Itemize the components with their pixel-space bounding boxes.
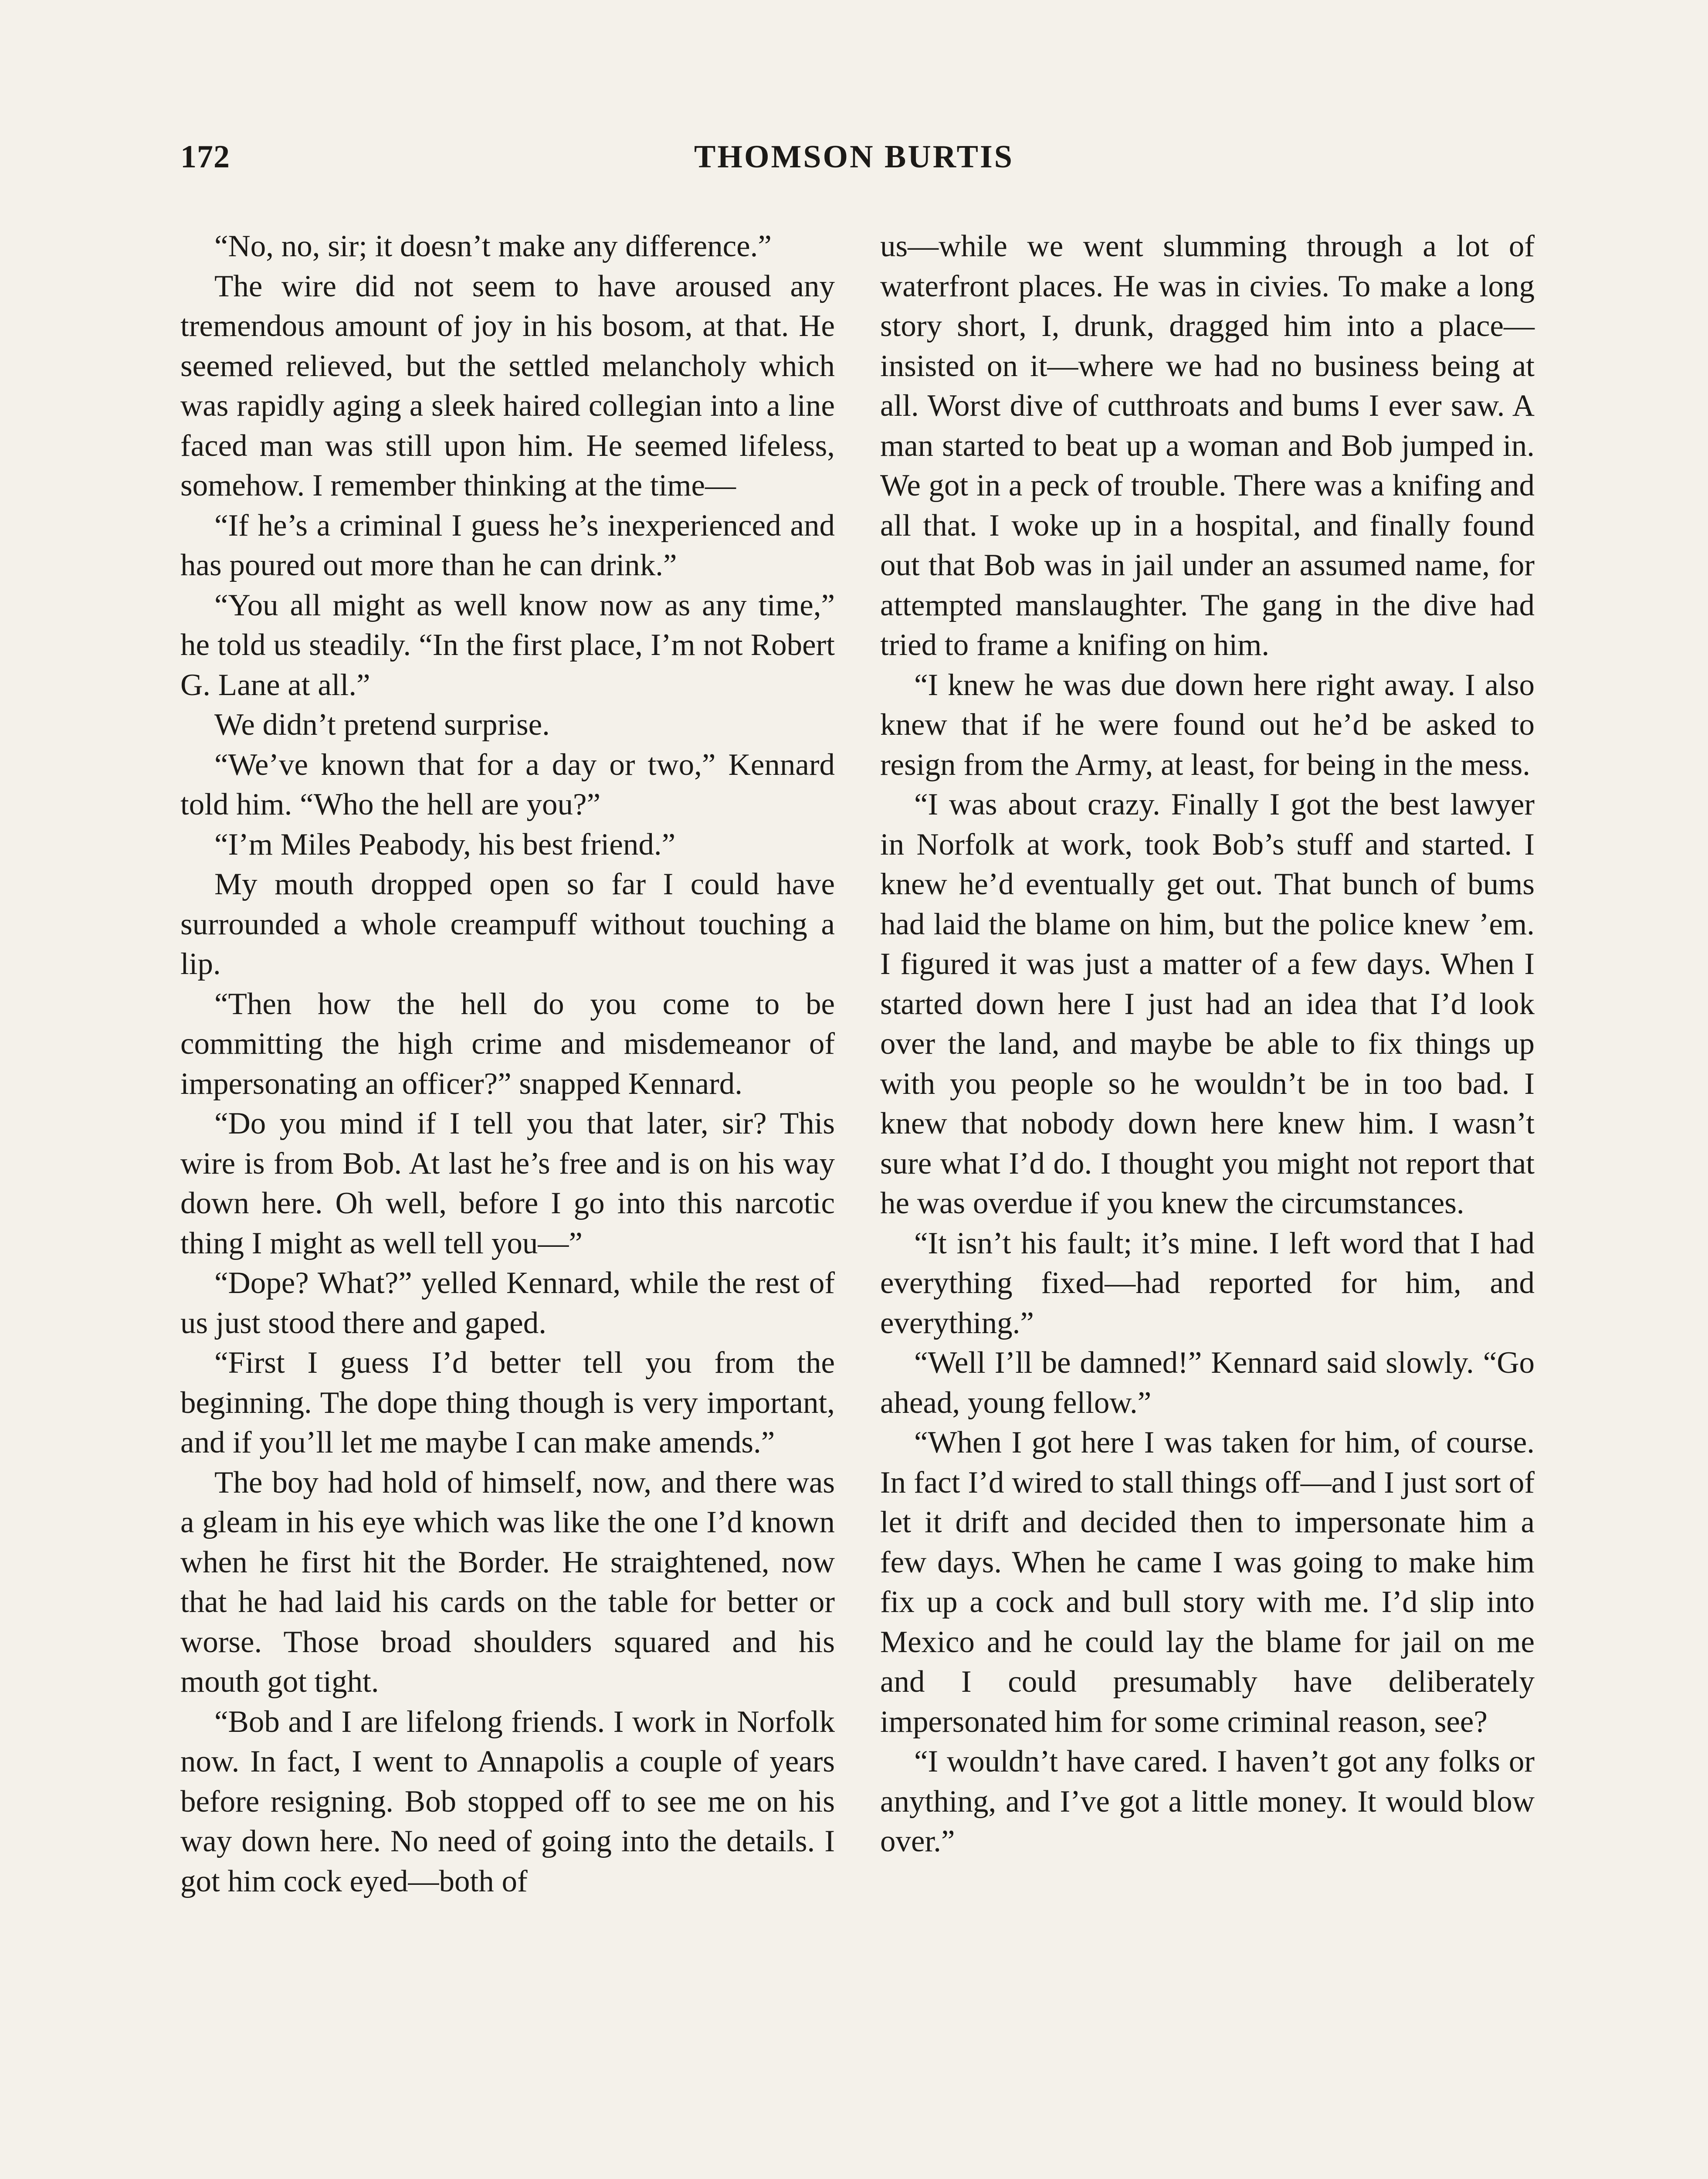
paragraph: “First I guess I’d better tell you from the beginning. The dope thing though is very important, and if you’ll let me maybe I can make amends.” <box>180 1346 835 1459</box>
paragraph: “I knew he was due down here right away. I also knew that if he were found out he’d be asked to resign from the Army, at least, for being in the mess. <box>880 668 1535 782</box>
left-column <box>180 227 835 1901</box>
paragraph: “Well I’ll be damned!” Kennard said slowly. “Go ahead, young fellow.” <box>880 1346 1535 1420</box>
paragraph: The wire did not seem to have aroused any tremendous amount of joy in his bosom, at that. He seemed relieved, but the settled melancholy which was rapidly aging a sleek haired collegian into a line faced man was still upon him. He seemed lifeless, somehow. I remember thinking at the time— <box>180 269 835 502</box>
paragraph: “Then how the hell do you come to be committing the high crime and misdemeanor of impersonating an officer?” snapped Kennard. <box>180 987 835 1101</box>
paragraph: “I was about crazy. Finally I got the best lawyer in Norfolk at work, took Bob’s stuff and started. I knew he’d eventually get out. That bunch of bums had laid the blame on him, but the police knew ’em. I figured it was just a matter of a few days. When I started down here I just had an idea that I’d look over the land, and maybe be able to fix things up with you people so he wouldn’t be in too bad. I knew that nobody down here knew him. I wasn’t sure what I’d do. I thought you might not report that he was overdue if you knew the circumstances. <box>880 787 1535 1220</box>
paragraph: “Do you mind if I tell you that later, sir? This wire is from Bob. At last he’s free and is on his way down here. Oh well, before I go into this narcotic thing I might as well tell you—” <box>180 1106 835 1260</box>
paragraph: “You all might as well know now as any time,” he told us steadily. “In the first place, I’m not Robert G. Lane at all.” <box>180 588 835 702</box>
paragraph: “It isn’t his fault; it’s mine. I left word that I had everything fixed—had reported for him, and everything.” <box>880 1226 1535 1340</box>
paragraph: “If he’s a criminal I guess he’s inexperienced and has poured out more than he can drink.” <box>180 508 835 582</box>
paragraph: “Dope? What?” yelled Kennard, while the rest of us just stood there and gaped. <box>180 1266 835 1340</box>
paragraph: My mouth dropped open so far I could have surrounded a whole creampuff without touching a lip. <box>180 867 835 981</box>
paragraph: “Bob and I are lifelong friends. I work in Norfolk now. In fact, I went to Annapolis a couple of years before resigning. Bob stopped off to see me on his way down here. No need of going into the details. I got him cock eyed—both of <box>180 1704 835 1898</box>
paragraph: We didn’t pretend surprise. <box>214 708 550 742</box>
paragraph: “No, no, sir; it doesn’t make any difference.” <box>214 229 772 263</box>
paragraph: “We’ve known that for a day or two,” Kennard told him. “Who the hell are you?” <box>180 747 835 821</box>
right-column <box>880 227 1535 1862</box>
paragraph: “When I got here I was taken for him, of course. In fact I’d wired to stall things off—and I just sort of let it drift and decided then to impersonate him a few days. When he came I was going to make him fix up a cock and bull story with me. I’d slip into Mexico and he could lay the blame for jail on me and I could presumably have deliberately impersonated him for some criminal reason, see? <box>880 1426 1535 1739</box>
paragraph: “I wouldn’t have cared. I haven’t got any folks or anything, and I’ve got a little money. It would blow over.” <box>880 1745 1535 1858</box>
paragraph-continuation: us—while we went slumming through a lot of waterfront places. He was in civies. To make a long story short, I, drunk, dragged him into a place—insisted on it—where we had no business being at all. Worst dive of cutthroats and bums I ever saw. A man started to beat up a woman and Bob jumped in. We got in a peck of trouble. There was a knifing and all that. I woke up in a hospital, and finally found out that Bob was in jail under an assumed name, for attempted manslaughter. The gang in the dive had tried to frame a knifing on him. <box>880 229 1535 662</box>
paragraph: “I’m Miles Peabody, his best friend.” <box>214 827 676 862</box>
running-head: THOMSON BURTIS <box>694 139 1014 175</box>
page-number: 172 <box>180 139 230 175</box>
paragraph: The boy had hold of himself, now, and there was a gleam in his eye which was like the one I’d known when he first hit the Border. He straightened, now that he had laid his cards on the table for better or worse. Those broad shoulders squared and his mouth got tight. <box>180 1465 835 1699</box>
